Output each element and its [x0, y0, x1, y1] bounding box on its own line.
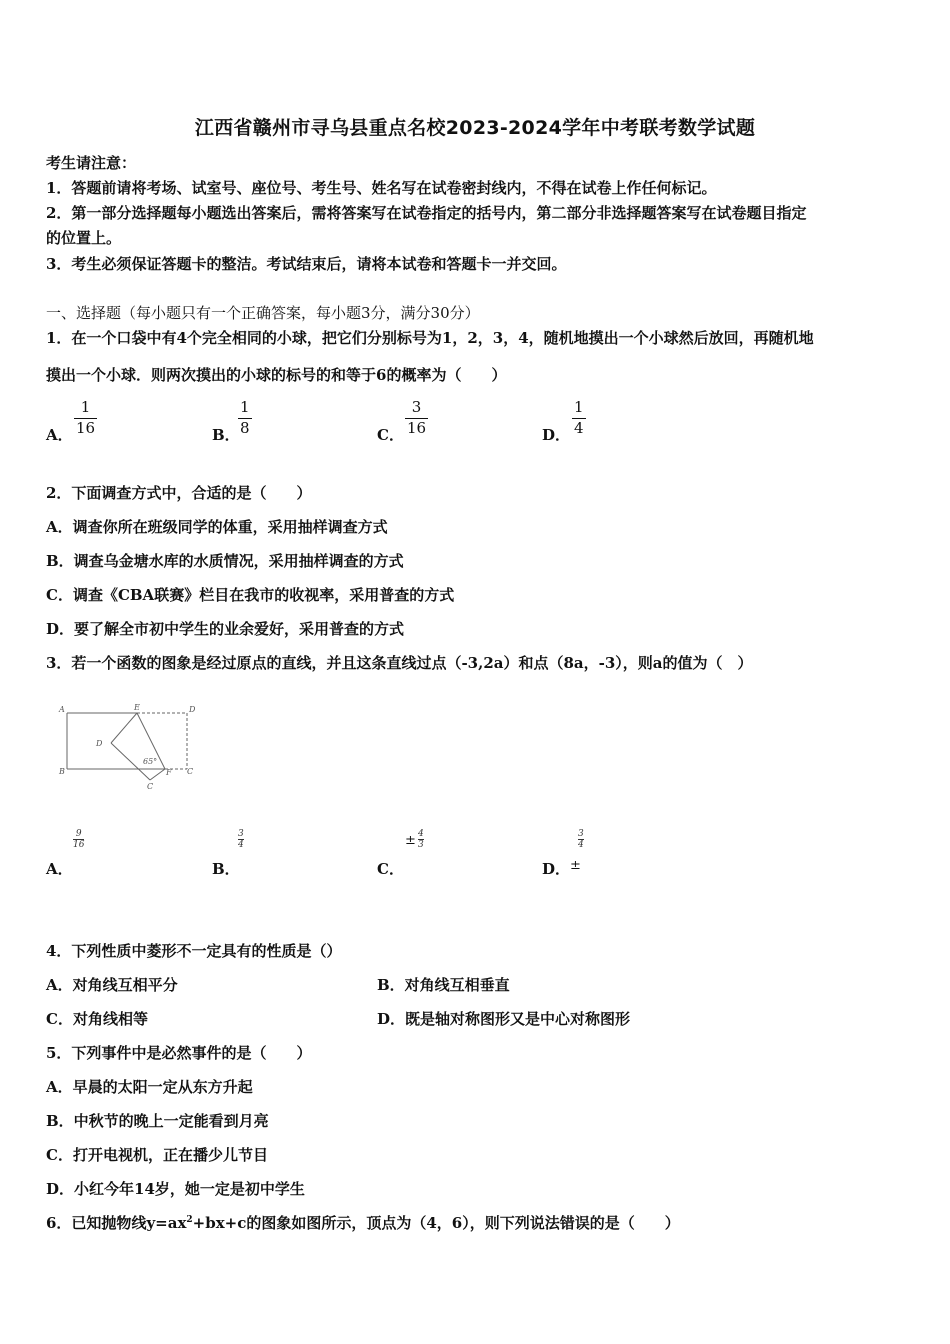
q2-option: C．调查《CBA联赛》栏目在我市的收视率，采用普查的方式	[46, 586, 455, 604]
section-heading: 一、选择题（每小题只有一个正确答案，每小题3分，满分30分）	[46, 304, 480, 322]
q1-option-a-fraction: $\frac{1}{16}$	[76, 398, 96, 437]
geometry-figure	[55, 700, 205, 792]
notice-item: 的位置上。	[46, 229, 122, 247]
q3-option-c-fraction: 4 3	[418, 829, 424, 850]
notice-item: 2．第一部分选择题每小题选出答案后，需将答案写在试卷指定的括号内，第二部分非选择题答案写在试卷题目指定	[46, 204, 807, 222]
q3-option-c-label: C．	[377, 860, 404, 878]
figure-label-e: E	[134, 703, 140, 712]
q4-option-d: D．既是轴对称图形又是中心对称图形	[377, 1010, 631, 1028]
question-6-stem: 6．已知抛物线$y=ax^2+bx+c$的图象如图所示，顶点为（4，6），则下列说法错误的是（ ）	[46, 1214, 680, 1232]
q2-option: A．调查你所在班级同学的体重，采用抽样调查方式	[46, 518, 388, 536]
figure-label-c-prime: C	[147, 782, 154, 791]
q4-option-c: C．对角线相等	[46, 1010, 148, 1028]
notice-item: 1．答题前请将考场、试室号、座位号、考生号、姓名写在试卷密封线内，不得在试卷上作任何标记。	[46, 179, 717, 197]
q1-option-d-fraction: $\frac{1}{4}$	[574, 398, 584, 437]
q2-option: D．要了解全市初中学生的业余爱好，采用普查的方式	[46, 620, 405, 638]
figure-label-c: C	[187, 767, 194, 776]
figure-label-d-prime: D	[96, 739, 103, 748]
q3-option-b-label: B．	[212, 860, 240, 878]
q5-option: A．早晨的太阳一定从东方升起	[46, 1078, 253, 1096]
question-1-line-2: 摸出一个小球．则两次摸出的小球的标号的和等于6的概率为（ ）	[46, 366, 507, 384]
q3-option-a-label: A．	[46, 860, 73, 878]
q2-option: B．调查乌金塘水库的水质情况，采用抽样调查的方式	[46, 552, 404, 570]
q3-option-a-fraction: 9 16	[73, 829, 85, 850]
q3-option-d-fraction: 3 4	[578, 829, 584, 850]
q1-option-c-label: C．	[377, 426, 404, 444]
q3-option-d-label: D．	[542, 860, 571, 878]
question-3-stem: 3．若一个函数的图象是经过原点的直线，并且这条直线过点（-3,2a）和点（8a，-3），则a的值为（ ）	[46, 654, 753, 672]
question-2-stem: 2．下面调查方式中，合适的是（ ）	[46, 484, 312, 502]
page-title: 江西省赣州市寻乌县重点名校2023-2024学年中考联考数学试题	[194, 117, 756, 139]
figure-label-b: B	[59, 767, 65, 776]
q1-option-c-fraction: $\frac{3}{16}$	[407, 398, 427, 437]
q1-option-b-fraction: $\frac{1}{8}$	[240, 398, 250, 437]
question-5-stem: 5．下列事件中是必然事件的是（ ）	[46, 1044, 312, 1062]
notice-item: 3．考生必须保证答题卡的整洁。考试结束后，请将本试卷和答题卡一并交回。	[46, 255, 567, 273]
q3-option-b-fraction: 3 4	[238, 829, 244, 850]
question-4-stem: 4．下列性质中菱形不一定具有的性质是（）	[46, 942, 342, 960]
figure-angle: 65°	[143, 757, 158, 766]
figure-label-d: D	[189, 705, 196, 714]
q5-option: D．小红今年14岁，她一定是初中学生	[46, 1180, 305, 1198]
q4-option-a: A．对角线互相平分	[46, 976, 178, 994]
q1-option-a-label: A．	[46, 426, 73, 444]
q4-option-b: B．对角线互相垂直	[377, 976, 510, 994]
q3-option-c-sign: ±	[405, 833, 416, 848]
q1-option-d-label: D．	[542, 426, 571, 444]
figure-label-f: F	[166, 768, 172, 777]
notice-heading: 考生请注意：	[46, 154, 137, 172]
q5-option: B．中秋节的晚上一定能看到月亮	[46, 1112, 269, 1130]
q1-option-b-label: B．	[212, 426, 240, 444]
q3-option-d-sign: ±	[570, 858, 581, 873]
question-1-line-1: 1．在一个口袋中有4个完全相同的小球，把它们分别标号为1，2，3，4，随机地摸出一个小球然后放回，再随机地	[46, 329, 814, 347]
q5-option: C．打开电视机，正在播少儿节目	[46, 1146, 268, 1164]
figure-label-a: A	[59, 705, 65, 714]
